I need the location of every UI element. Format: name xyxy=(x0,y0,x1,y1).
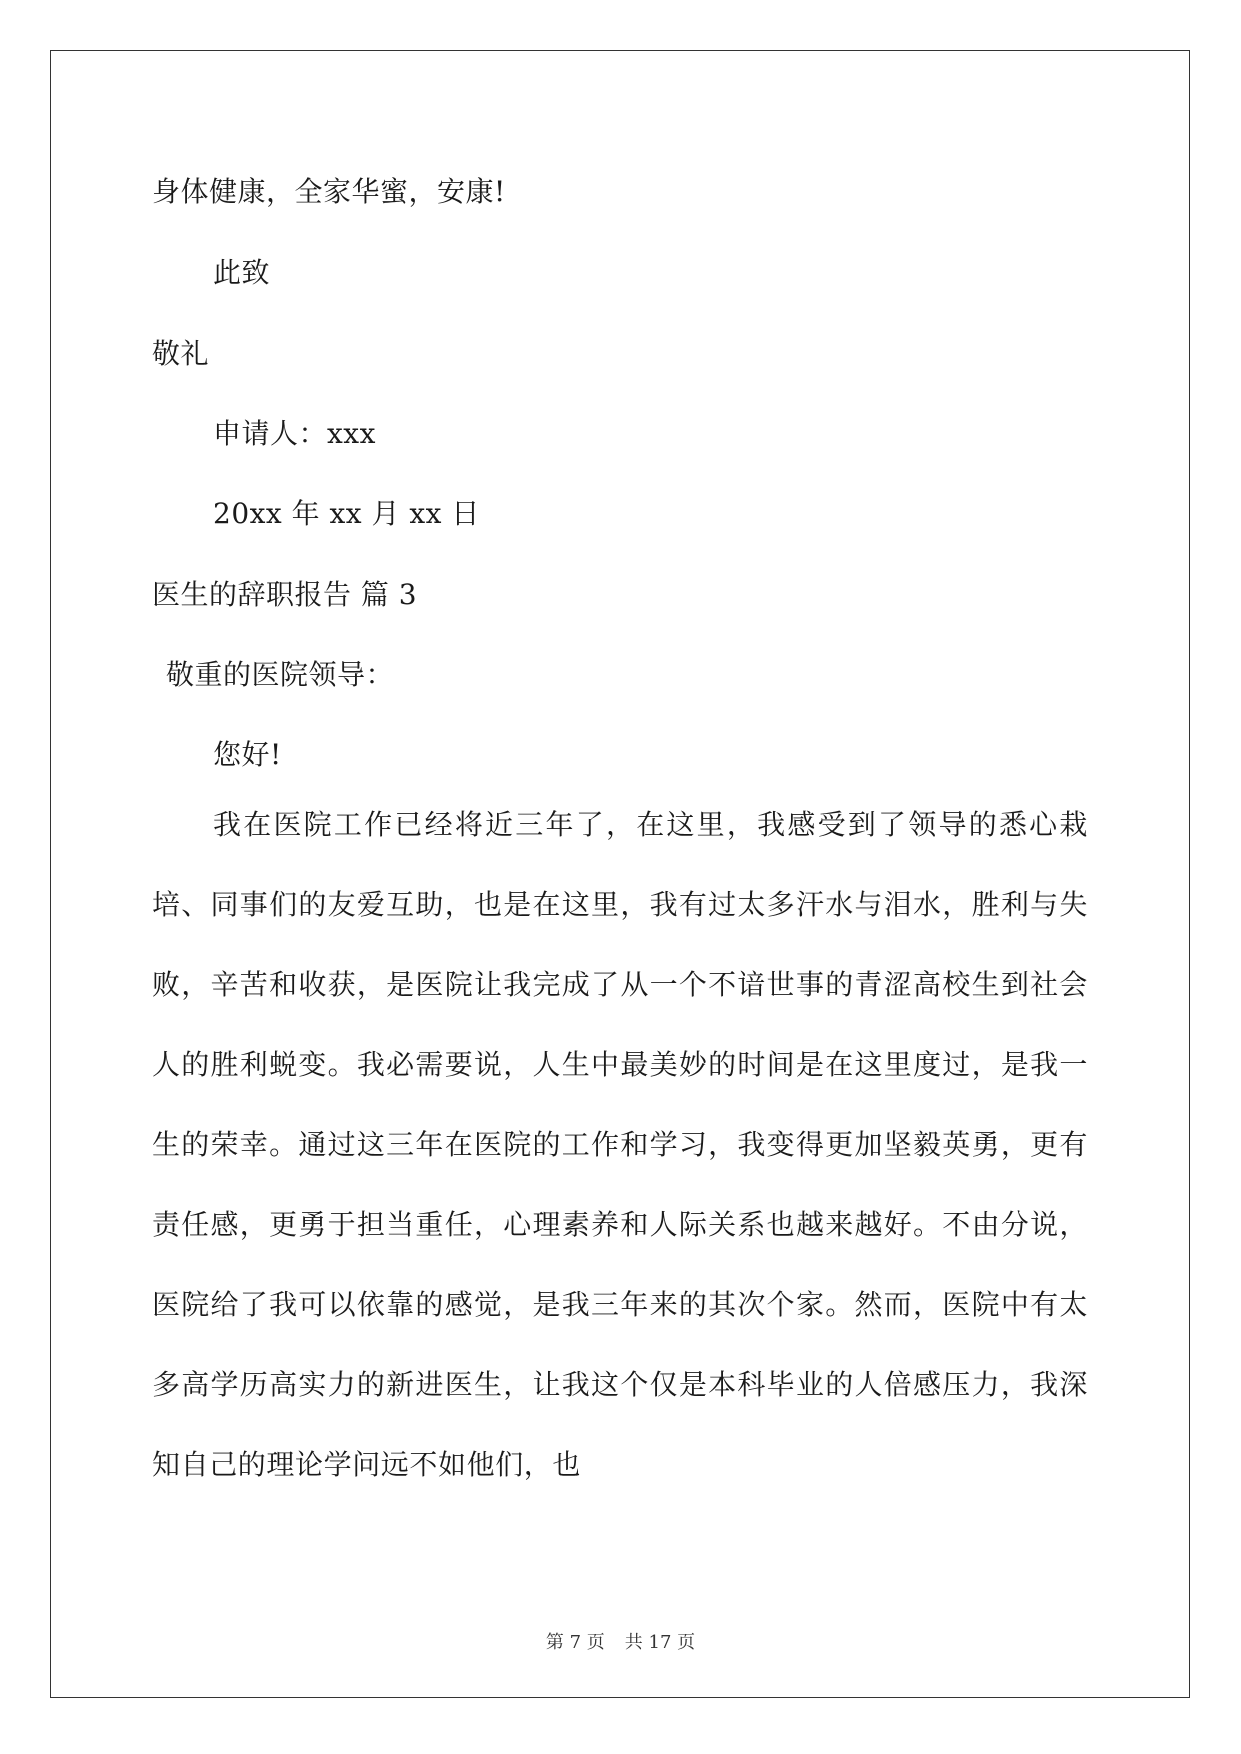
closing-wish-line: 身体健康，全家华蜜，安康! xyxy=(152,175,506,208)
date-line: 20xx 年 xx 月 xx 日 xyxy=(213,497,480,530)
letter-greeting: 敬重的医院领导： xyxy=(166,658,395,691)
salutation-cizhi: 此致 xyxy=(213,256,271,289)
page-footer xyxy=(0,1631,1241,1655)
salutation-jingli: 敬礼 xyxy=(152,337,210,370)
section-heading: 医生的辞职报告 篇 3 xyxy=(152,578,418,611)
applicant-line: 申请人：xxx xyxy=(213,417,376,450)
page-number: 第 7 页 xyxy=(545,1632,605,1653)
hello-line: 您好! xyxy=(213,738,282,771)
body-paragraph: 我在医院工作已经将近三年了，在这里，我感受到了领导的悉心栽培、同事们的友爱互助，也是在这里，我有过太多汗水与泪水，胜利与失败，辛苦和收获，是医院让我完成了从一个不谙世事的青涩高校生到社会人的胜利蜕变。我必需要说，人生中最美妙的时间是在这里度过，是我一生的荣幸。通过这三年在医院的工作和学习，我变得更加坚毅英勇，更有责任感，更勇于担当重任，心理素养和人际关系也越来越好。不由分说，医院给了我可以依靠的感觉，是我三年来的其次个家。然而，医院中有太多高学历高实力的新进医生，让我这个仅是本科毕业的人倍感压力，我深知自己的理论学问远不如他们，也 xyxy=(152,808,1088,1481)
page-total: 共 17 页 xyxy=(624,1632,696,1653)
